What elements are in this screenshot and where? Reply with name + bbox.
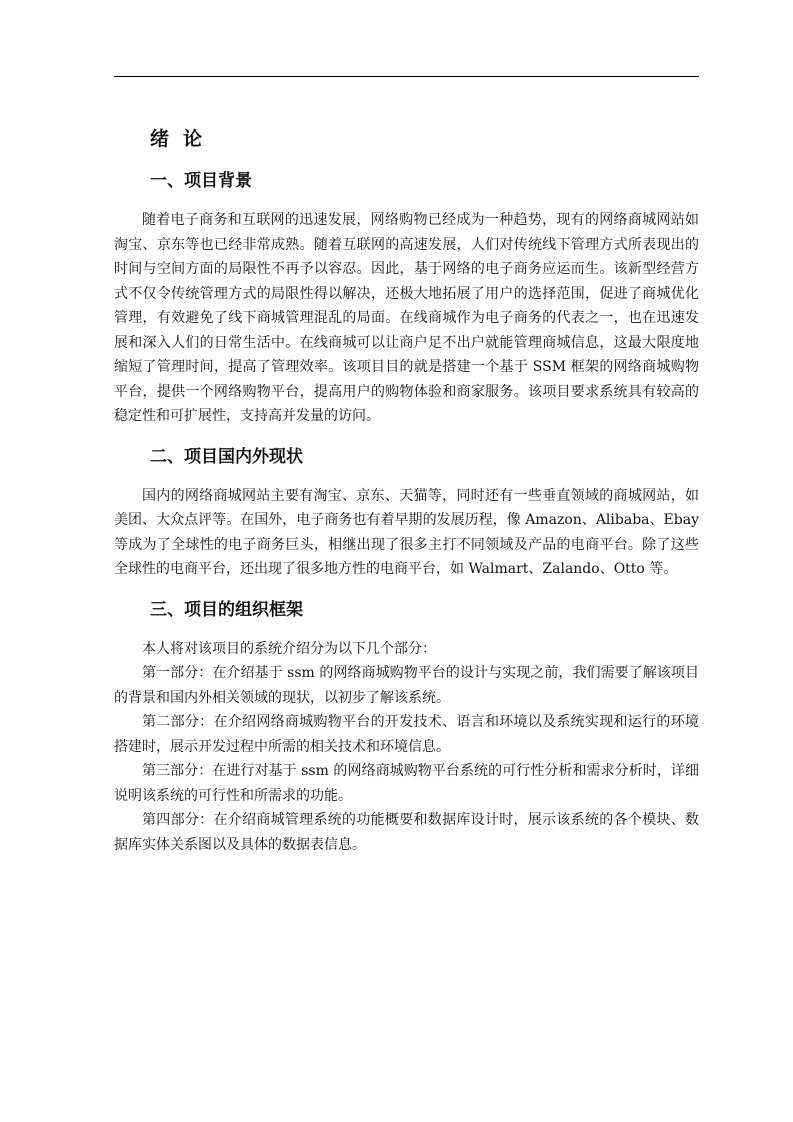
section-heading: 二、项目国内外现状 bbox=[150, 446, 303, 467]
paragraph: 第一部分：在介绍基于 ssm 的网络商城购物平台的设计与实现之前，我们需要了解该项目的背景和国内外相关领域的现状，以初步了解该系统。 bbox=[114, 665, 699, 706]
paragraph: 国内的网络商城网站主要有淘宝、京东、天猫等，同时还有一些垂直领域的商城网站，如美团、大众点评等。在国外，电子商务也有着早期的发展历程，像 Amazon、Alibaba、Ebay 等成为了全球性的电子商务巨头，相继出现了很多主打不同领域及产品的电商平台。除了这些全球性的电商平台，还出现了很多地方性的电商平台，如 Walmart、Zalando、Otto 等。 bbox=[114, 487, 699, 577]
section-heading: 三、项目的组织框架 bbox=[150, 599, 303, 620]
page-content bbox=[114, 122, 699, 857]
section-heading: 一、项目背景 bbox=[150, 171, 252, 191]
section-background bbox=[114, 168, 699, 429]
paragraph: 随着电子商务和互联网的迅速发展，网络购物已经成为一种趋势，现有的网络商城网站如淘宝、京东等也已经非常成熟。随着互联网的高速发展，人们对传统线下管理方式所表现出的时间与空间方面的局限性不再予以容忍。因此，基于网络的电子商务应运而生。该新型经营方式不仅令传统管理方式的局限性得以解决，还极大地拓展了用户的选择范围，促进了商城优化管理，有效避免了线下商城管理混乱的局面。在线商城作为电子商务的代表之一，也在迅速发展和深入人们的日常生活中。在线商城可以让商户足不出户就能管理商城信息，这最大限度地缩短了管理时间，提高了管理效率。该项目目的就是搭建一个基于 SSM 框架的网络商城购物平台，提供一个网络购物平台，提高用户的购物体验和商家服务。该项目要求系统具有较高的稳定性和可扩展性，支持高并发量的访问。 bbox=[114, 212, 699, 424]
section-status bbox=[114, 444, 699, 582]
paragraph: 第二部分：在介绍网络商城购物平台的开发技术、语言和环境以及系统实现和运行的环境搭建时，展示开发过程中所需的相关技术和环境信息。 bbox=[114, 714, 699, 755]
paragraph: 本人将对该项目的系统介绍分为以下几个部分： bbox=[142, 640, 436, 657]
paragraph: 第四部分：在介绍商城管理系统的功能概要和数据库设计时，展示该系统的各个模块、数据库实体关系图以及具体的数据表信息。 bbox=[114, 812, 699, 853]
header-rule bbox=[114, 76, 699, 77]
section-framework bbox=[114, 597, 699, 858]
paragraph: 第三部分：在进行对基于 ssm 的网络商城购物平台系统的可行性分析和需求分析时，详细说明该系统的可行性和所需求的功能。 bbox=[114, 763, 699, 804]
chapter-title: 绪论 bbox=[150, 128, 217, 150]
